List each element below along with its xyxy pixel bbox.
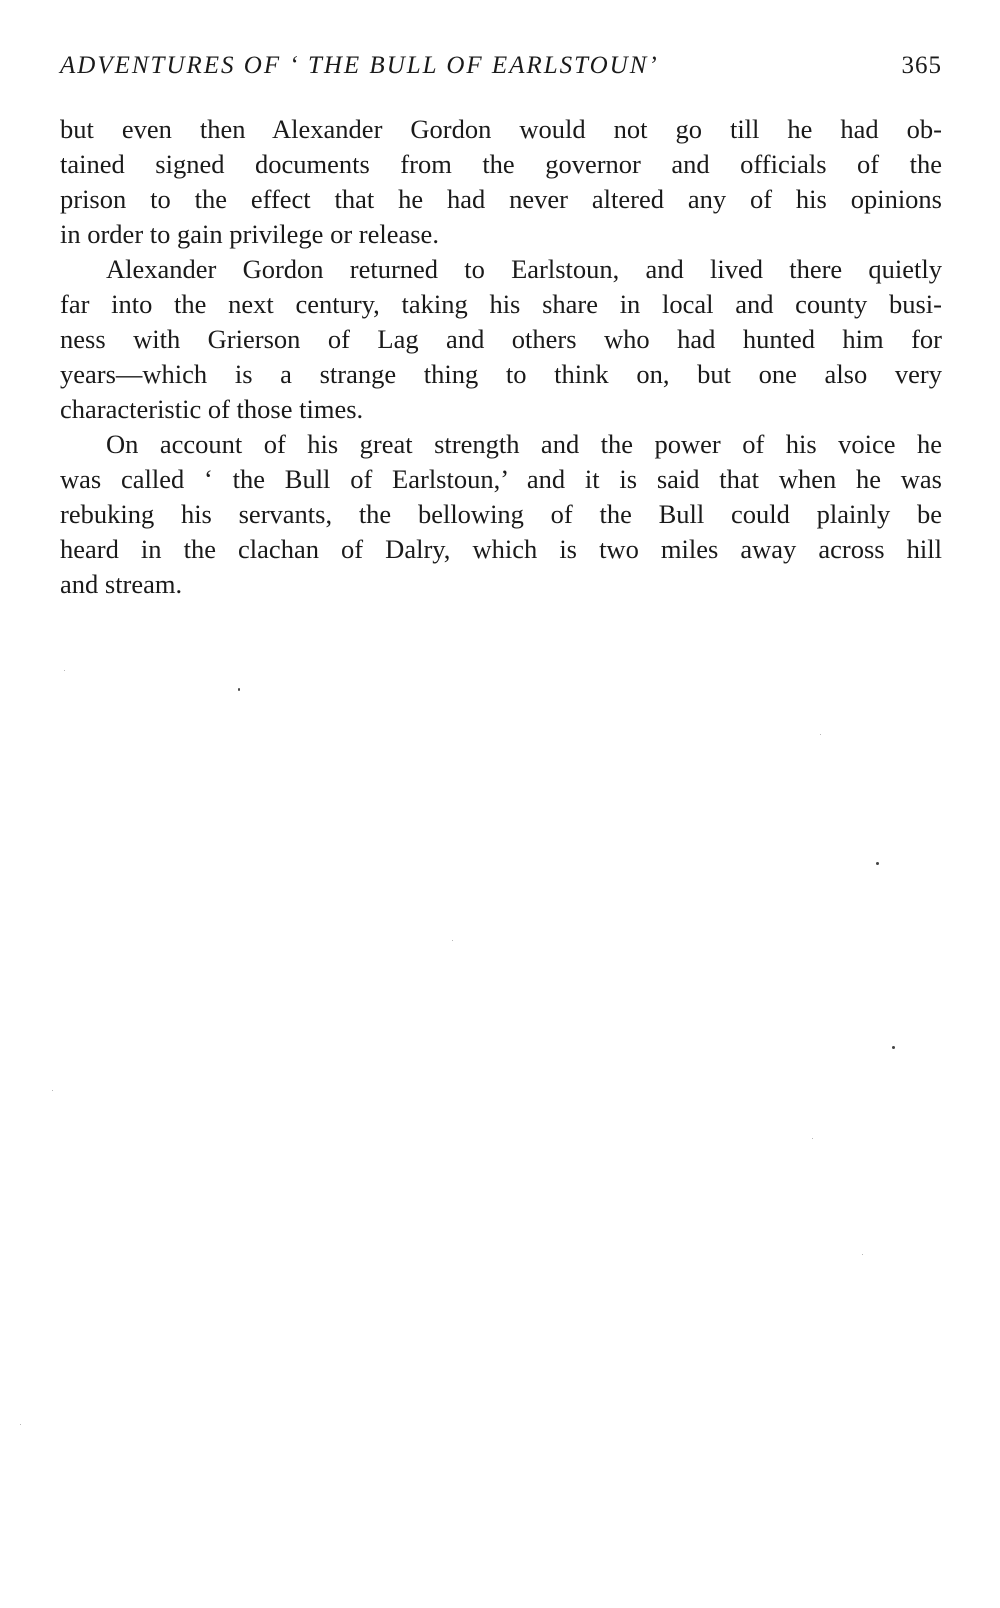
paragraph-1: [60, 112, 942, 252]
text-line: Alexander Gordon returned to Earlstoun, and lived there quietly: [106, 254, 942, 284]
scan-speck: [812, 1138, 813, 1139]
text-line: heard in the clachan of Dalry, which is two miles away across hill: [60, 534, 942, 564]
text-line: but even then Alexander Gordon would not go till he had ob-: [60, 114, 942, 144]
body-text: [60, 112, 942, 602]
text-line: prison to the effect that he had never altered any of his opinions: [60, 184, 942, 214]
text-line: tained signed documents from the governor and officials of the: [60, 149, 942, 179]
text-line: ness with Grierson of Lag and others who had hunted him for: [60, 324, 942, 354]
text-line: years—which is a strange thing to think on, but one also very: [60, 359, 942, 389]
scan-speck: [20, 1424, 21, 1425]
scan-speck: [452, 940, 453, 941]
text-line: rebuking his servants, the bellowing of the Bull could plainly be: [60, 499, 942, 529]
text-line: and stream.: [60, 569, 183, 599]
scan-speck: [52, 1090, 53, 1091]
scan-speck: [64, 670, 65, 671]
running-title: ADVENTURES OF ‘ THE BULL OF EARLSTOUN’: [60, 52, 659, 79]
text-line: was called ‘ the Bull of Earlstoun,’ and it is said that when he was: [60, 464, 942, 494]
text-line: characteristic of those times.: [60, 394, 364, 424]
text-line: far into the next century, taking his share in local and county busi-: [60, 289, 942, 319]
scan-speck: [876, 862, 879, 865]
scan-speck: [862, 1254, 863, 1255]
page-number: 365: [901, 52, 942, 79]
paragraph-3: [60, 427, 942, 602]
scan-speck: [238, 688, 240, 691]
scan-speck: [820, 734, 821, 735]
text-line: in order to gain privilege or release.: [60, 219, 439, 249]
paragraph-2: [60, 252, 942, 427]
running-head: [60, 52, 942, 84]
scan-speck: [892, 1046, 895, 1049]
text-line: On account of his great strength and the power of his voice he: [106, 429, 942, 459]
